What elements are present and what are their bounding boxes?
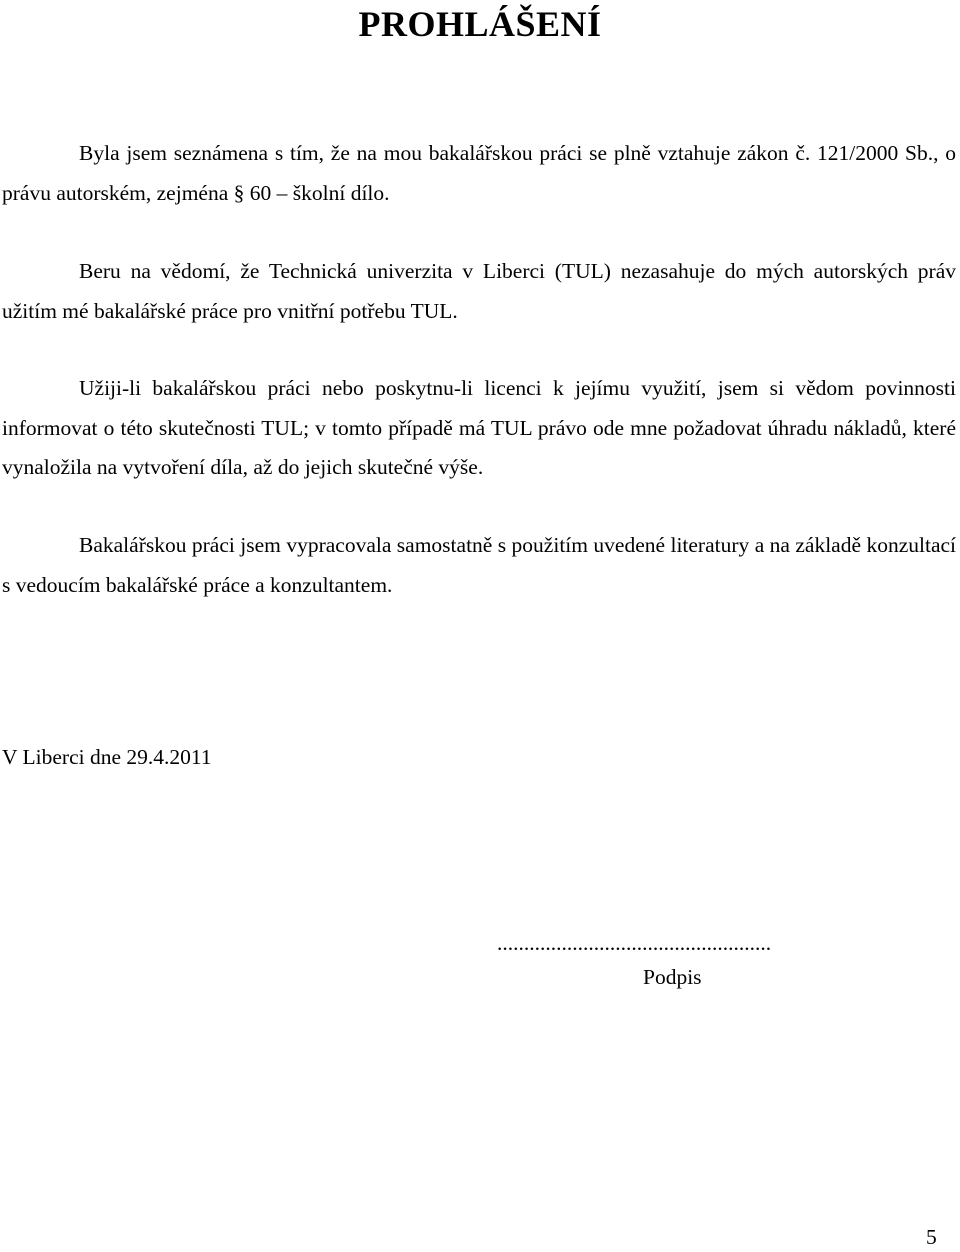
page-number: 5 (926, 1225, 937, 1249)
paragraph-university-use: Beru na vědomí, že Technická univerzita v Liberci (TUL) nezasahuje do mých autorských práv užitím mé bakalářské práce pro vnitřní potřebu TUL. (2, 259, 956, 323)
paragraph-copyright-law: Byla jsem seznámena s tím, že na mou bakalářskou práci se plně vztahuje zákon č. 121/2000 Sb., o právu autorském, zejména § 60 – školní dílo. (2, 141, 956, 205)
signature-label: Podpis (643, 965, 702, 989)
place-and-date: V Liberci dne 29.4.2011 (2, 745, 212, 769)
signature-line: ................................................... (497, 931, 772, 955)
page-title: PROHLÁŠENÍ (358, 4, 602, 44)
paragraph-license-obligation: Užiji-li bakalářskou práci nebo poskytnu-li licenci k jejímu využití, jsem si vědom povinnosti informovat o této skutečnosti TUL; v tomto případě má TUL právo ode mne požadovat úhradu nákladů, které vynaložila na vytvoření díla, až do jejich skutečné výše. (2, 376, 956, 479)
paragraph-independent-work: Bakalářskou práci jsem vypracovala samostatně s použitím uvedené literatury a na základě konzultací s vedoucím bakalářské práce a konzultantem. (2, 533, 956, 597)
